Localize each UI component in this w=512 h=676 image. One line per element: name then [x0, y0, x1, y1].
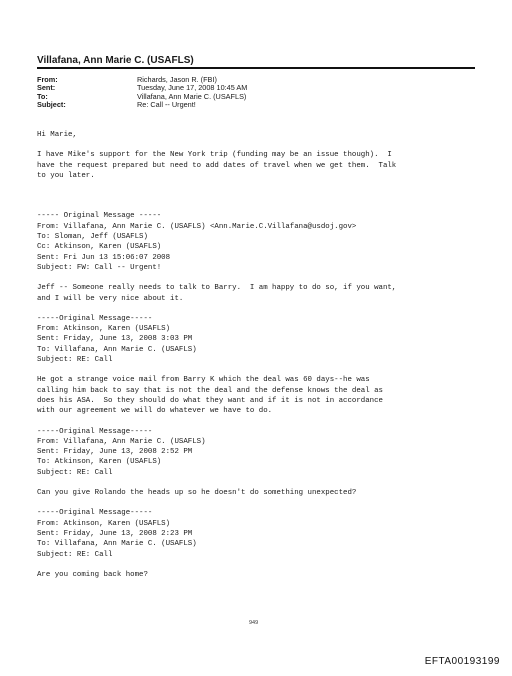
header-rule: [37, 67, 475, 69]
email-line: From: Atkinson, Karen (USAFLS): [37, 325, 171, 334]
email-line: calling him back to say that is not the deal and the defense knows the deal as: [37, 386, 383, 395]
email-line: Subject: FW: Call -- Urgent!: [37, 263, 162, 272]
page-number: 949: [249, 620, 259, 626]
header-value: Re: Call -- Urgent!: [137, 99, 196, 109]
email-line: From: Villafana, Ann Marie C. (USAFLS) <Ann.Marie.C.Villafana@usdoj.gov>: [37, 222, 357, 231]
email-line: [37, 191, 477, 201]
email-line: with our agreement we will do whatever we have to do.: [37, 407, 273, 416]
email-line: and I will be very nice about it.: [37, 294, 184, 303]
email-line: ----- Original Message -----: [37, 212, 162, 221]
bates-stamp: EFTA00193199: [424, 656, 500, 667]
email-line: Sent: Friday, June 13, 2008 3:03 PM: [37, 335, 193, 344]
email-line: Hi Marie,: [37, 131, 77, 139]
email-line: Sent: Friday, June 13, 2008 2:23 PM: [37, 529, 193, 538]
header-label: Sent:: [37, 83, 56, 93]
email-paragraph: [37, 283, 477, 304]
email-paragraph: [37, 211, 477, 273]
header-row-subject: [37, 101, 475, 109]
email-line: -----Original Message-----: [37, 314, 153, 323]
header-value: Richards, Jason R. (FBI): [137, 75, 217, 84]
email-line: To: Sloman, Jeff (USAFLS): [37, 233, 148, 242]
email-line: To: Villafana, Ann Marie C. (USAFLS): [37, 540, 197, 549]
email-line: Subject: RE: Call: [37, 550, 113, 559]
header-label: To:: [37, 91, 48, 101]
header-value: Tuesday, June 17, 2008 10:45 AM: [137, 83, 248, 93]
email-line: He got a strange voice mail from Barry K which the deal was 60 days--he was: [37, 376, 370, 385]
email-paragraph: [37, 150, 477, 181]
email-line: to you later.: [37, 171, 95, 180]
email-line: Cc: Atkinson, Karen (USAFLS): [37, 243, 162, 252]
email-paragraph: [37, 314, 477, 365]
email-paragraph: [37, 427, 477, 478]
email-paragraph: [37, 375, 477, 416]
mailbox-owner: Villafana, Ann Marie C. (USAFLS): [37, 55, 194, 66]
header-row-from: [37, 76, 475, 84]
email-line: Are you coming back home?: [37, 570, 148, 579]
header-label: From:: [37, 75, 58, 84]
email-paragraph: [37, 488, 477, 498]
email-line: -----Original Message-----: [37, 427, 153, 436]
email-paragraph: [37, 191, 477, 201]
email-line: Subject: RE: Call: [37, 468, 113, 477]
email-line: To: Atkinson, Karen (USAFLS): [37, 458, 162, 467]
email-line: -----Original Message-----: [37, 509, 153, 518]
email-line: does his ASA. So they should do what they want and if it is not in accordance: [37, 396, 383, 405]
email-line: From: Atkinson, Karen (USAFLS): [37, 519, 171, 528]
email-line: Sent: Fri Jun 13 15:06:07 2008: [37, 253, 171, 262]
email-line: I have Mike's support for the New York trip (funding may be an issue though). I: [37, 151, 392, 160]
header-label: Subject:: [37, 99, 66, 109]
email-header-block: [37, 76, 475, 109]
header-value: Villafana, Ann Marie C. (USAFLS): [137, 91, 247, 101]
header-row-to: [37, 93, 475, 101]
email-paragraph: [37, 570, 477, 580]
email-line: Subject: RE: Call: [37, 356, 113, 365]
email-paragraph: [37, 508, 477, 559]
email-line: From: Villafana, Ann Marie C. (USAFLS): [37, 437, 206, 446]
email-line: Can you give Rolando the heads up so he doesn't do something unexpected?: [37, 489, 357, 498]
header-row-sent: [37, 84, 475, 92]
email-paragraph: [37, 130, 477, 140]
email-line: Sent: Friday, June 13, 2008 2:52 PM: [37, 448, 193, 457]
email-line: have the request prepared but need to add dates of travel when we get them. Talk: [37, 161, 397, 170]
email-line: To: Villafana, Ann Marie C. (USAFLS): [37, 345, 197, 354]
email-line: Jeff -- Someone really needs to talk to Barry. I am happy to do so, if you want,: [37, 284, 397, 293]
email-body: [37, 130, 477, 590]
